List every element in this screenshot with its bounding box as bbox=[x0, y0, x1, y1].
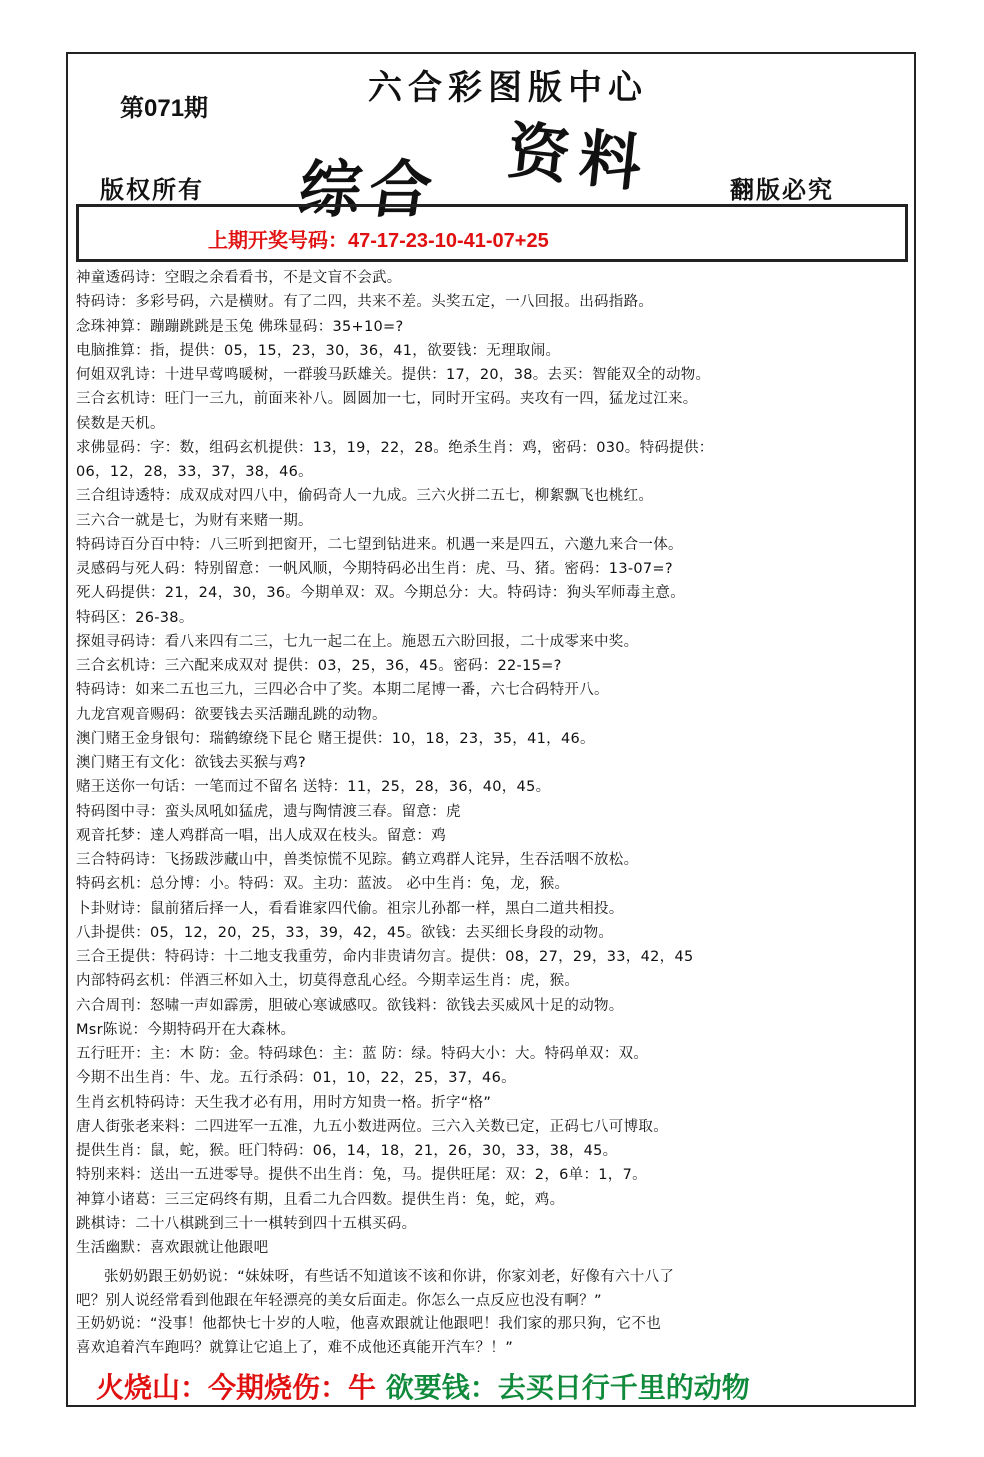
tip-line: 三合王提供：特码诗：十二地支我重劳，命内非贵请勿言。提供：08，27，29，33，42，45 bbox=[76, 949, 694, 965]
tip-line: 06，12，28，33，37，38，46。 bbox=[76, 464, 313, 480]
tip-line: 三合玄机诗：旺门一三九，前面来补八。圆圆加一七，同时开宝码。夹攻有一四，猛龙过江来。 bbox=[76, 391, 698, 408]
tip-line: 赌王送你一句话：一笔而过不留名 送特：11，25，28，36，40，45。 bbox=[76, 779, 551, 796]
tip-line: 三合特码诗：飞扬跋涉藏山中，兽类惊慌不见踪。鹤立鸡群人诧异，生吞活咽不放松。 bbox=[76, 852, 639, 868]
tip-line: 内部特码玄机：伴酒三杯如入土，切莫得意乱心经。今期幸运生肖：虎，猴。 bbox=[76, 973, 580, 990]
money-hint-text: 欲要钱：去买日行千里的动物 bbox=[385, 1371, 750, 1404]
tip-line: 生肖玄机特码诗：天生我才必有用，用时方知贵一格。折字“格” bbox=[76, 1094, 492, 1111]
issue-number: 第071期 bbox=[120, 95, 209, 122]
tip-line: 探姐寻码诗：看八来四有二三，七九一起二在上。施恩五六盼回报，二十成零来中奖。 bbox=[76, 633, 639, 650]
tip-line: 特码玄机：总分博：小。特码：双。主功：蓝波。 必中生肖：兔，龙，猴。 bbox=[76, 876, 570, 893]
story-line: 王奶奶说：“没事！他都快七十岁的人啦，他喜欢跟就让他跟吧！我们家的那只狗，它不也 bbox=[76, 1316, 662, 1332]
tip-line: 提供生肖：鼠，蛇，猴。旺门特码：06，14，18，21，26，30，33，38，45。 bbox=[76, 1143, 618, 1159]
tip-line: 八卦提供：05，12，20，25，33，39，42，45。欲钱：去买细长身段的动物。 bbox=[76, 924, 614, 941]
fire-mountain-text: 火烧山：今期烧伤：牛 bbox=[96, 1371, 377, 1404]
tip-line: 侯数是天机。 bbox=[76, 415, 165, 432]
tip-line: 特码诗：如来二五也三九，三四必合中了奖。本期二尾博一番，六七合码特开八。 bbox=[76, 682, 609, 699]
tip-line: 死人码提供：21，24，30，36。今期单双：双。今期总分：大。特码诗：狗头军师毒主意。 bbox=[76, 585, 685, 602]
publisher-title: 六合彩图版中心 bbox=[368, 68, 648, 108]
tip-line: 观音托梦：達人鸡群高一唱，出人成双在枝头。留意：鸡 bbox=[76, 827, 446, 844]
tip-line: 特码诗：多彩号码，六是横财。有了二四，共来不差。头奖五定，一八回报。出码指路。 bbox=[76, 294, 654, 311]
story-line: 喜欢追着汽车跑吗？就算让它追上了，难不成他还真能开汽车？！” bbox=[76, 1339, 514, 1356]
humor-story bbox=[76, 1266, 910, 1360]
last-draw-numbers: 上期开奖号码：47-17-23-10-41-07+25 bbox=[208, 230, 549, 252]
main-title-right: 资料 bbox=[504, 113, 655, 202]
tip-line: 念珠神算：蹦蹦跳跳是玉兔 佛珠显码：35+10=? bbox=[76, 318, 404, 335]
tip-line: 电脑推算：指，提供：05，15，23，30，36，41，欲要钱：无理取闹。 bbox=[76, 342, 561, 359]
bottom-banner bbox=[96, 1366, 750, 1406]
tip-line: 何姐双乳诗：十进早莺鸣暖树，一群骏马跃雄关。提供：17，20，38。去买：智能双全的动物。 bbox=[76, 367, 711, 383]
tip-line: 特别来料：送出一五进零导。提供不出生肖：兔，马。提供旺尾：双：2，6单：1，7。 bbox=[76, 1167, 647, 1184]
copyright-right: 翻版必究 bbox=[730, 176, 834, 204]
tip-line: 今期不出生肖：牛、龙。五行杀码：01，10，22，25，37，46。 bbox=[76, 1070, 516, 1087]
main-title-left: 综合 bbox=[294, 153, 445, 226]
tip-line: 生活幽默：喜欢跟就让他跟吧 bbox=[76, 1240, 269, 1256]
story-line: 吧？别人说经常看到他跟在年轻漂亮的美女后面走。你怎么一点反应也没有啊？” bbox=[76, 1292, 602, 1309]
tip-line: 神算小诸葛：三三定码终有期，且看二九合四数。提供生肖：兔，蛇，鸡。 bbox=[76, 1191, 565, 1208]
tip-line: 三合组诗透特：成双成对四八中，偷码奇人一九成。三六火拼二五七，柳絮飘飞也桃红。 bbox=[76, 488, 654, 505]
tip-line: 跳棋诗：二十八棋跳到三十一棋转到四十五棋买码。 bbox=[76, 1215, 417, 1232]
tips-list bbox=[76, 266, 910, 1260]
tip-line: 特码诗百分百中特：八三听到把窗开，二七望到钻进来。机遇一来是四五，六邀九来合一体。 bbox=[76, 536, 683, 553]
tip-line: 唐人街张老来料：二四进军一五准，九五小数进两位。三六入关数已定，正码七八可博取。 bbox=[76, 1118, 668, 1135]
tip-line: 澳门赌王有文化：欲钱去买猴与鸡? bbox=[76, 755, 306, 771]
tip-line: 九龙宫观音赐码：欲要钱去买活蹦乱跳的动物。 bbox=[76, 706, 387, 723]
tip-line: 特码区：26-38。 bbox=[76, 609, 194, 626]
tip-line: 特码图中寻：蛮头凤吼如猛虎，遗与陶情渡三春。留意：虎 bbox=[76, 803, 461, 820]
tip-line: 六合周刊：怒啸一声如霹雳，胆破心寒诚感叹。欲钱料：欲钱去买威风十足的动物。 bbox=[76, 997, 624, 1014]
tip-line: 三六合一就是七，为财有来赌一期。 bbox=[76, 512, 313, 529]
tip-line: 五行旺开：主：木 防：金。特码球色：主：蓝 防：绿。特码大小：大。特码单双：双。 bbox=[76, 1046, 649, 1062]
tip-line: 求佛显码：字：数，组码玄机提供：13，19，22，28。绝杀生肖：鸡，密码：030。特码提供： bbox=[76, 439, 714, 456]
tip-line: Msr陈说：今期特码开在大森林。 bbox=[76, 1021, 296, 1038]
story-line: 张奶奶跟王奶奶说：“妹妹呀，有些话不知道该不该和你讲，你家刘老，好像有六十八了 bbox=[104, 1269, 675, 1285]
tip-line: 神童透码诗：空暇之余看看书，不是文盲不会武。 bbox=[76, 270, 402, 286]
copyright-left: 版权所有 bbox=[100, 176, 204, 204]
tip-line: 灵感码与死人码：特别留意：一帆风顺，今期特码必出生肖：虎、马、猪。密码：13-07=? bbox=[76, 561, 673, 577]
tip-line: 澳门赌王金身银句：瑞鹤缭绕下昆仑 赌王提供：10，18，23，35，41，46。 bbox=[76, 730, 595, 747]
tip-line: 卜卦财诗：鼠前猪后择一人，看看谁家四代偷。祖宗儿孙都一样，黑白二道共相投。 bbox=[76, 900, 624, 917]
tip-line: 三合玄机诗：三六配来成双对 提供：03，25，36，45。密码：22-15=? bbox=[76, 658, 562, 674]
